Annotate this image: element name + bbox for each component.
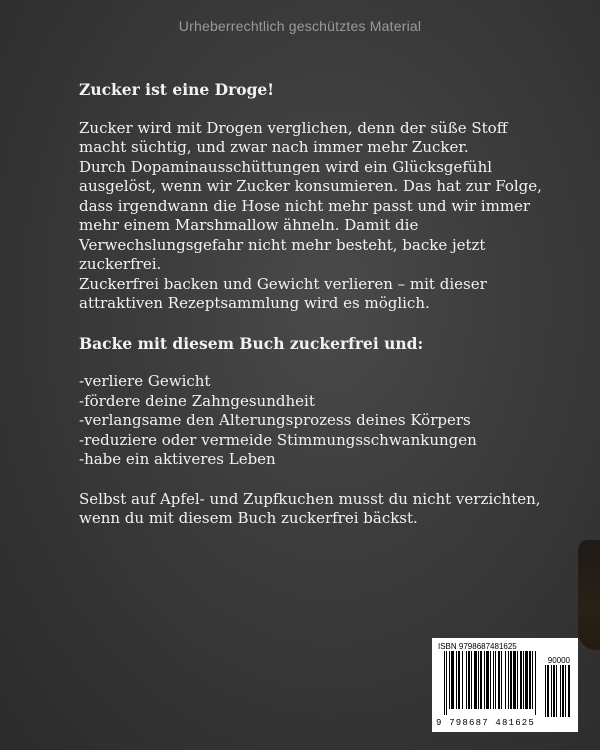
list-item: -habe ein aktiveres Leben xyxy=(79,450,276,468)
isbn-label: ISBN 9798687481625 xyxy=(438,642,517,651)
benefits-list xyxy=(79,372,549,470)
list-item: -verliere Gewicht xyxy=(79,372,211,390)
copyright-watermark-top: Urheberrechtlich geschütztes Material xyxy=(178,18,422,34)
text-line: attraktiven Rezeptsammlung wird es möglich. xyxy=(79,294,430,312)
text-line: Zucker wird mit Drogen verglichen, denn der süße Stoff xyxy=(79,118,508,137)
text-line: Zuckerfrei backen und Gewicht verlieren – mit dieser xyxy=(79,274,487,293)
text-line: macht süchtig, und zwar nach immer mehr Zucker. xyxy=(79,138,469,156)
barcode-digits: 9 798687 481625 xyxy=(436,718,536,728)
isbn-barcode xyxy=(432,638,578,732)
text-line: zuckerfrei. xyxy=(79,255,162,273)
heading-bake-sugar-free: Backe mit diesem Buch zuckerfrei und: xyxy=(79,333,424,353)
text-line: Verwechslungsgefahr nicht mehr besteht, backe jetzt xyxy=(79,235,486,254)
price-code: 90000 xyxy=(547,656,570,665)
text-line: dass irgendwann die Hose nicht mehr passt und wir immer xyxy=(79,196,531,215)
closing-paragraph xyxy=(79,490,549,529)
list-item: -fördere deine Zahngesundheit xyxy=(79,391,315,410)
heading-sugar-is-a-drug: Zucker ist eine Droge! xyxy=(79,80,275,99)
back-cover-text xyxy=(79,80,549,549)
barcode-bars xyxy=(444,651,540,717)
text-line: wenn du mit diesem Buch zuckerfrei bäckst. xyxy=(79,509,418,527)
text-line: Durch Dopaminausschüttungen wird ein Glücksgefühl xyxy=(79,157,493,176)
addon-barcode-bars xyxy=(545,665,573,717)
cropped-figure-image xyxy=(578,540,600,650)
list-item: -verlangsame den Alterungsprozess deines Körpers xyxy=(79,411,471,429)
text-line: ausgelöst, wenn wir Zucker konsumieren. Das hat zur Folge, xyxy=(79,177,542,195)
text-line: mehr einem Marshmallow ähneln. Damit die xyxy=(79,216,419,234)
text-line: Selbst auf Apfel- und Zupfkuchen musst du nicht verzichten, xyxy=(79,489,541,508)
intro-paragraph xyxy=(79,119,549,314)
list-item: -reduziere oder vermeide Stimmungsschwankungen xyxy=(79,430,477,449)
